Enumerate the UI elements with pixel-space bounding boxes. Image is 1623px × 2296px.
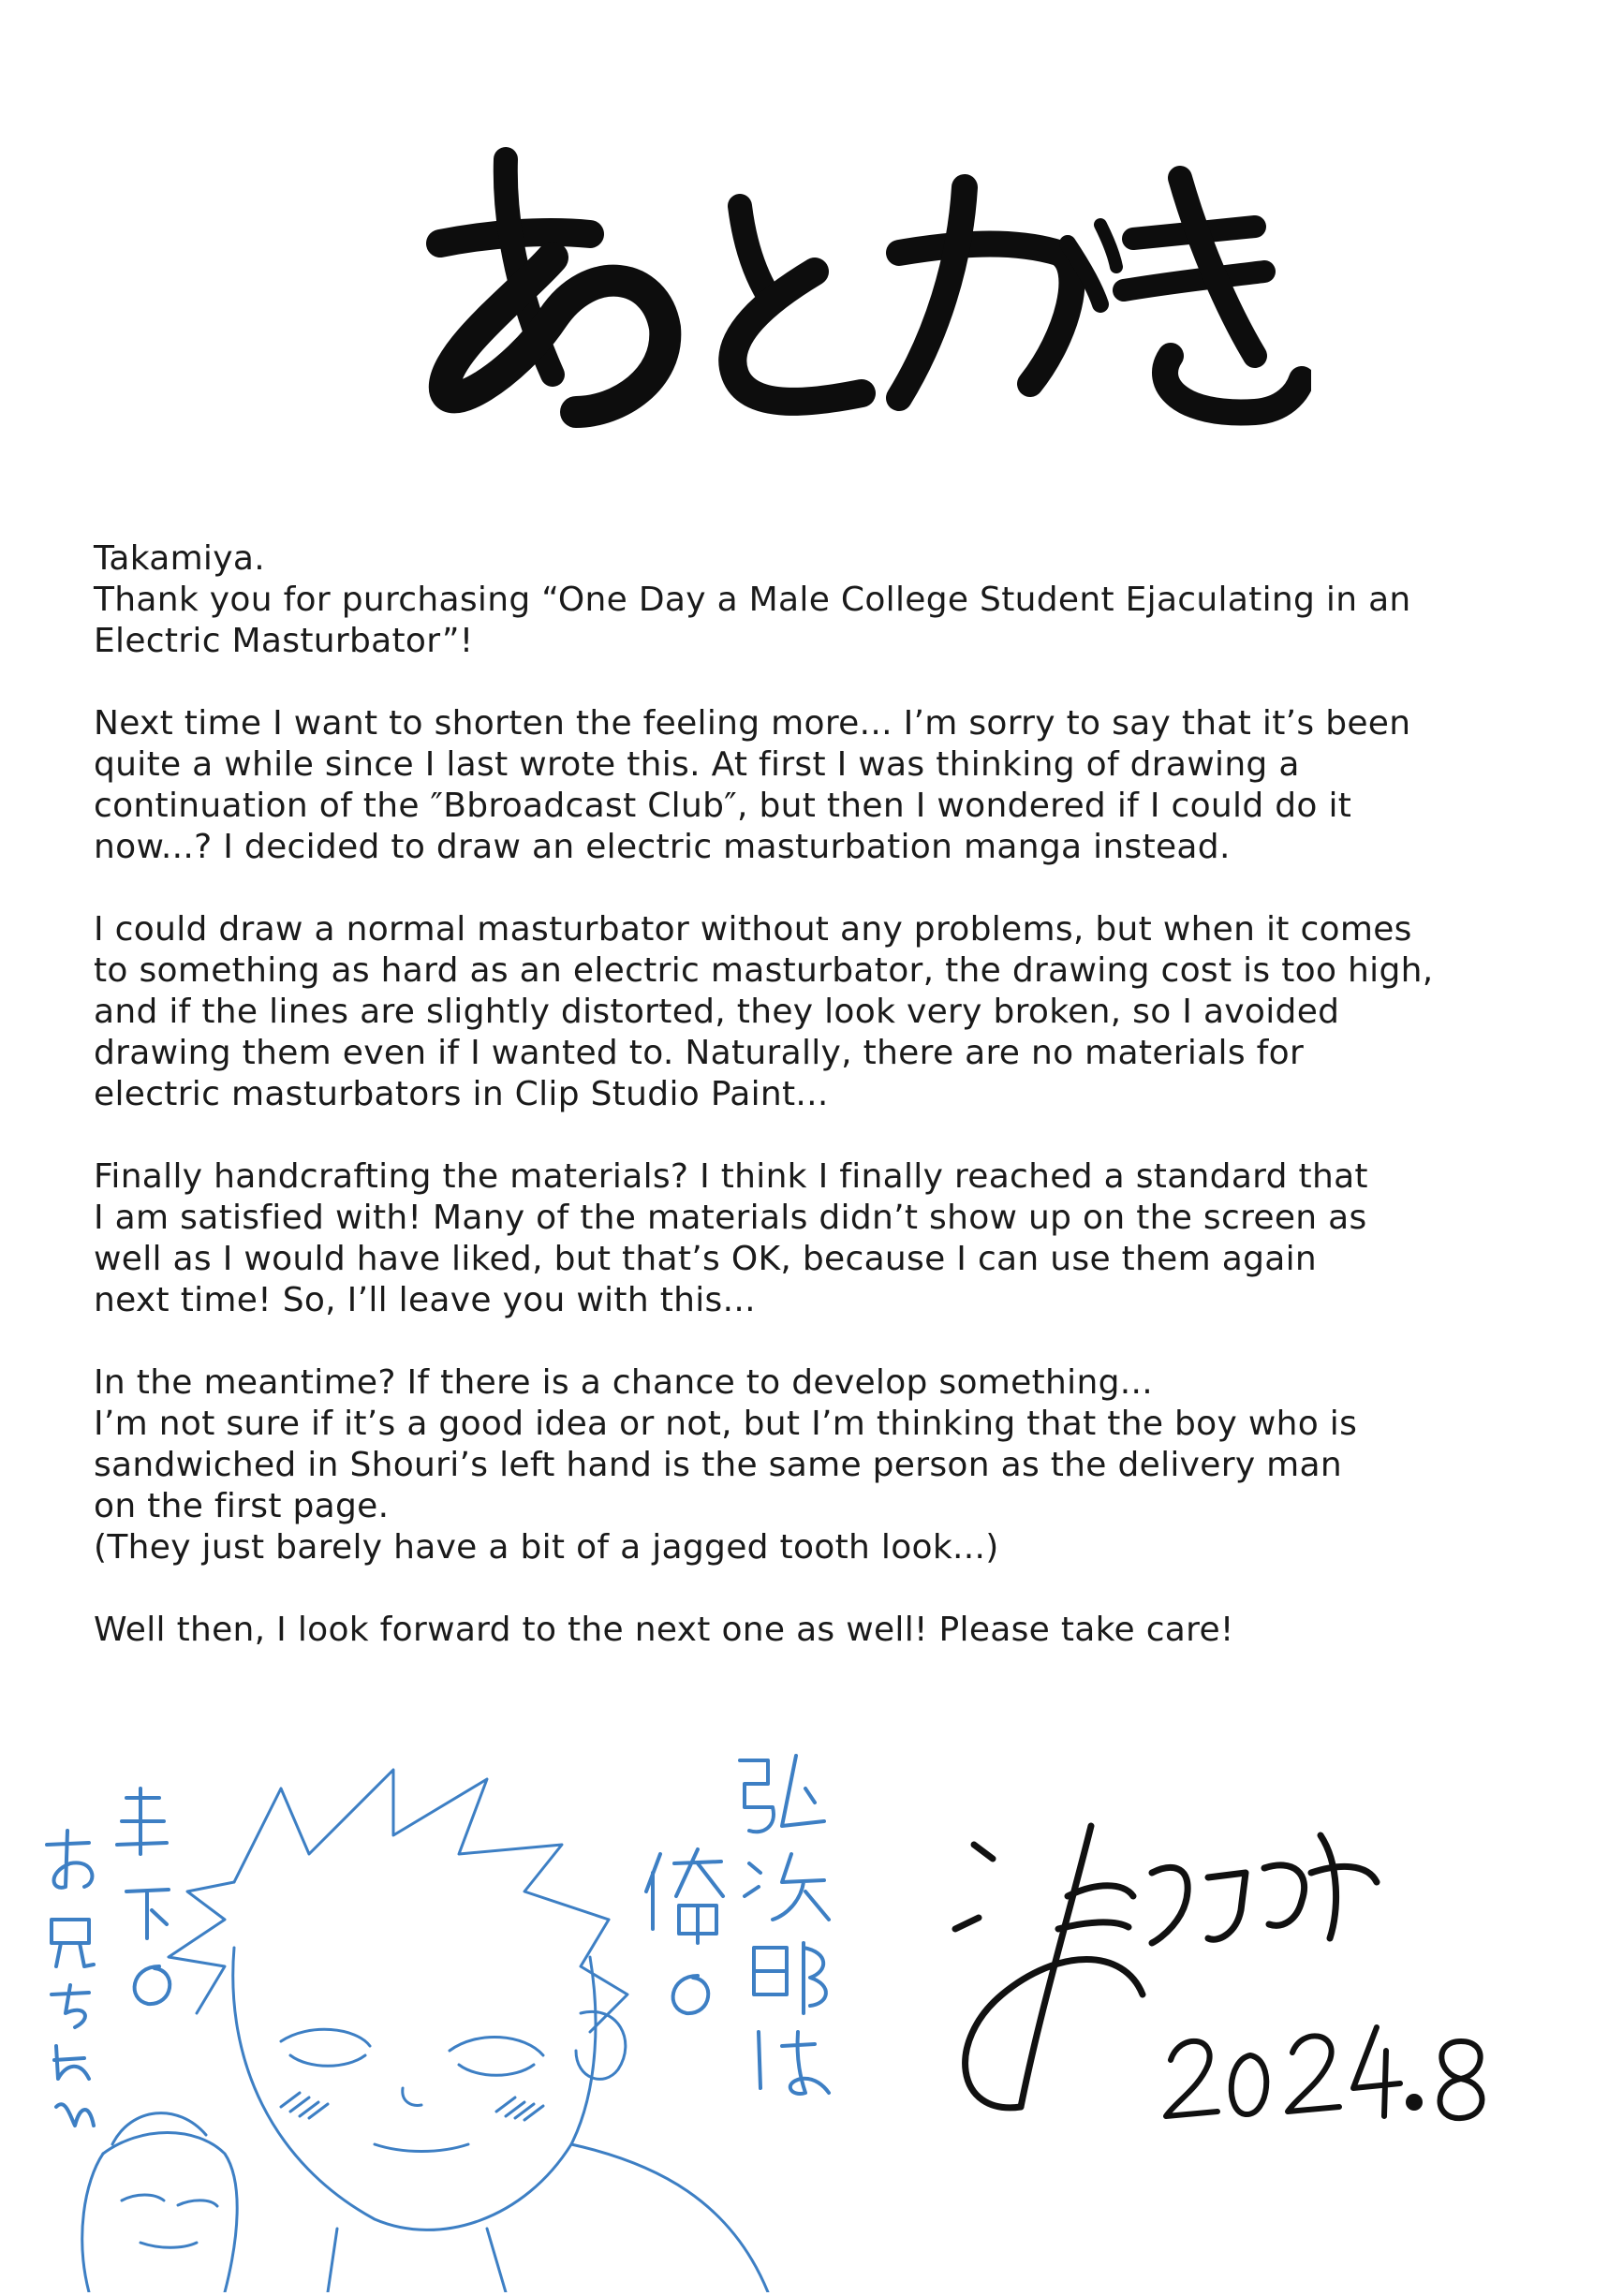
text-line: Thank you for purchasing “One Day a Male College Student Ejaculating in an: [94, 581, 1411, 619]
text-line: on the first page.: [94, 1487, 390, 1525]
text-line: quite a while since I last wrote this. At first I was thinking of drawing a: [94, 745, 1300, 784]
text-line: continuation of the ″Bbroadcast Club″, but then I wondered if I could do it: [94, 787, 1352, 825]
text-line: drawing them even if I wanted to. Naturally, there are no materials for: [94, 1034, 1305, 1072]
text-line: (They just barely have a bit of a jagged tooth look...): [94, 1528, 999, 1567]
paragraph: [94, 1610, 1555, 1651]
signature-art: [937, 1807, 1517, 2163]
text-line: I could draw a normal masturbator without any problems, but when it comes: [94, 910, 1412, 949]
character-sketch-art: [0, 1732, 1030, 2292]
text-line: to something as hard as an electric masturbator, the drawing cost is too high,: [94, 951, 1434, 990]
title-calligraphy-art: [412, 140, 1311, 449]
text-line: and if the lines are slightly distorted, they look very broken, so I avoided: [94, 993, 1340, 1031]
text-line: Well then, I look forward to the next one as well! Please take care!: [94, 1611, 1234, 1649]
character-sketch: [0, 1732, 1030, 2292]
text-line: In the meantime? If there is a chance to develop something...: [94, 1363, 1153, 1402]
text-line: I am satisfied with! Many of the materials didn’t show up on the screen as: [94, 1199, 1367, 1237]
author-signature: [937, 1807, 1517, 2163]
text-line: well as I would have liked, but that’s OK, because I can use them again: [94, 1240, 1318, 1278]
text-line: Finally handcrafting the materials? I think I finally reached a standard that: [94, 1157, 1368, 1196]
text-line: Next time I want to shorten the feeling more... I’m sorry to say that it’s been: [94, 704, 1411, 743]
paragraph: [94, 703, 1555, 868]
paragraph: [94, 538, 1555, 662]
text-line: sandwiched in Shouri’s left hand is the same person as the delivery man: [94, 1446, 1343, 1484]
text-line: now...? I decided to draw an electric masturbation manga instead.: [94, 828, 1231, 866]
text-line: Electric Masturbator”!: [94, 622, 474, 660]
text-line: electric masturbators in Clip Studio Paint...: [94, 1075, 829, 1113]
paragraph: [94, 909, 1555, 1115]
text-line: Takamiya.: [94, 539, 265, 578]
title-calligraphy: [412, 140, 1311, 449]
afterword-body: [94, 538, 1555, 1692]
text-line: I’m not sure if it’s a good idea or not, but I’m thinking that the boy who is: [94, 1405, 1358, 1443]
paragraph: [94, 1156, 1555, 1321]
paragraph: [94, 1362, 1555, 1568]
text-line: next time! So, I’ll leave you with this...: [94, 1281, 756, 1319]
